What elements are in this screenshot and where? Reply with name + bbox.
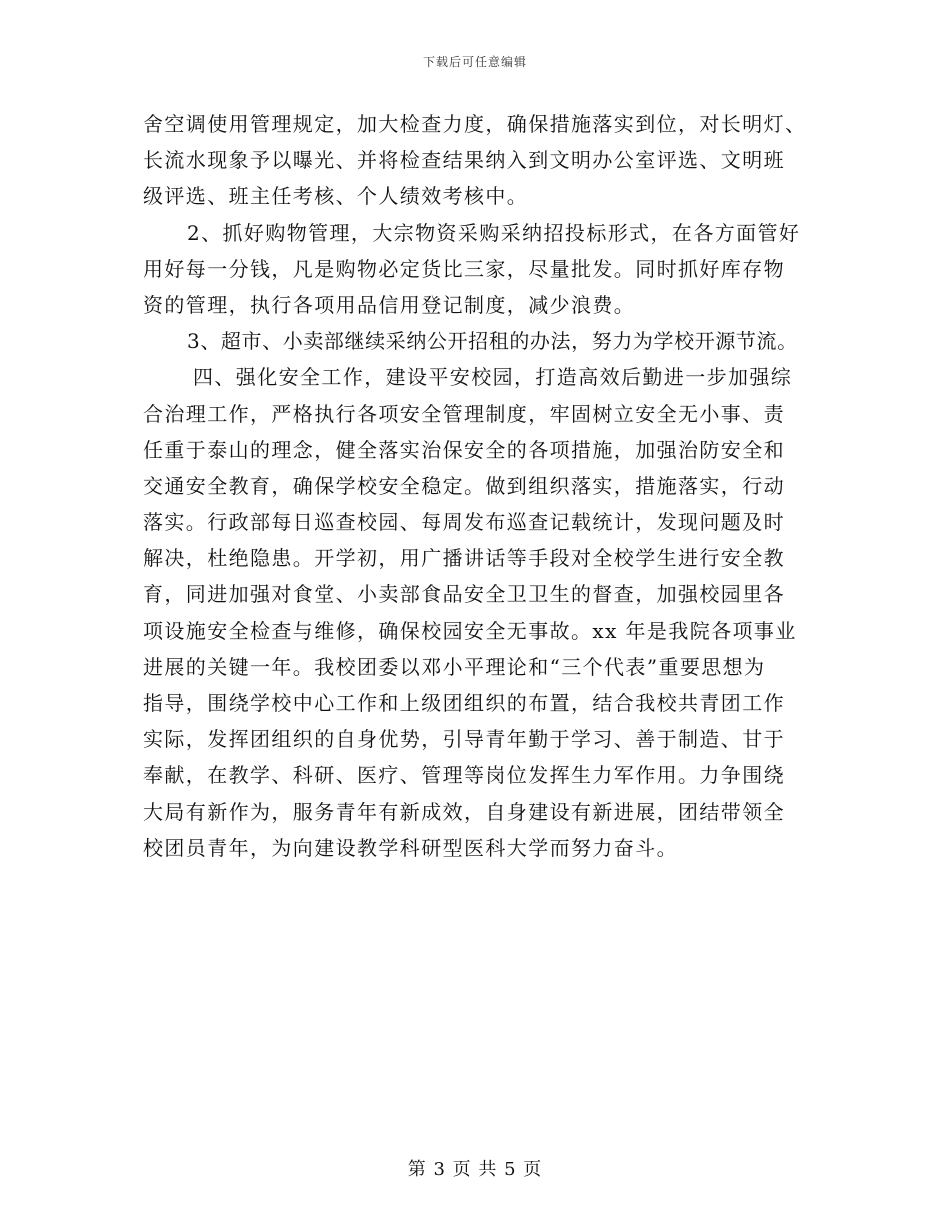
page-number-footer: 第 3 页 共 5 页 (407, 1159, 543, 1180)
paragraph-start-line: 2、抓好购物管理，大宗物资采购采纳招投标形式，在各方面管好 (187, 220, 801, 245)
text-line: 长流水现象予以曝光、并将检查结果纳入到文明办公室评选、文明班 (143, 148, 785, 173)
document-body (143, 106, 823, 866)
paragraph-start-line: 四、强化安全工作，建设平安校园，打造高效后勤进一步加强综 (193, 365, 793, 390)
text-line: 指导，围绕学校中心工作和上级团组织的布置，结合我校共青团工作 (143, 691, 785, 715)
text-line: 落实。行政部每日巡查校园、每周发布巡查记载统计，发现问题及时 (143, 510, 785, 535)
text-line: 合治理工作，严格执行各项安全管理制度，牢固树立安全无小事、责 (143, 401, 785, 426)
page-header: 下载后可任意编辑 (422, 55, 527, 69)
paragraph-start-line: 3、超市、小卖部继续采纳公开招租的办法，努力为学校开源节流。 (187, 329, 798, 354)
text-line: 资的管理，执行各项用品信用登记制度，减少浪费。 (143, 292, 636, 317)
text-line: 育，同进加强对食堂、小卖部食品安全卫卫生的督查，加强校园里各 (143, 582, 785, 607)
text-line: 任重于泰山的理念，健全落实治保安全的各项措施，加强治防安全和 (143, 437, 785, 462)
text-line: 用好每一分钱，凡是购物必定货比三家，尽量批发。同时抓好库存物 (143, 256, 785, 281)
text-line: 进展的关键一年。我校团委以邓小平理论和“三个代表”重要思想为 (143, 654, 766, 679)
text-line: 奉献，在教学、科研、医疗、管理等岗位发挥生力军作用。力争围绕 (143, 763, 785, 788)
text-line: 实际，发挥团组织的自身优势，引导青年勤于学习、善于制造、甘于 (143, 727, 785, 752)
text-line: 解决，杜绝隐患。开学初，用广播讲话等手段对全校学生进行安全教 (143, 546, 785, 571)
text-line: 校团员青年，为向建设教学科研型医科大学而努力奋斗。 (143, 835, 678, 860)
text-line: 大局有新作为，服务青年有新成效，自身建设有新进展，团结带领全 (143, 799, 785, 824)
text-line: 项设施安全检查与维修，确保校园安全无事故。xx 年是我院各项事业 (143, 618, 797, 643)
text-line: 舍空调使用管理规定，加大检查力度，确保措施落实到位，对长明灯、 (143, 112, 807, 136)
text-line: 交通安全教育，确保学校安全稳定。做到组织落实，措施落实，行动 (143, 473, 785, 498)
text-line: 级评选、班主任考核、个人绩效考核中。 (143, 184, 529, 209)
